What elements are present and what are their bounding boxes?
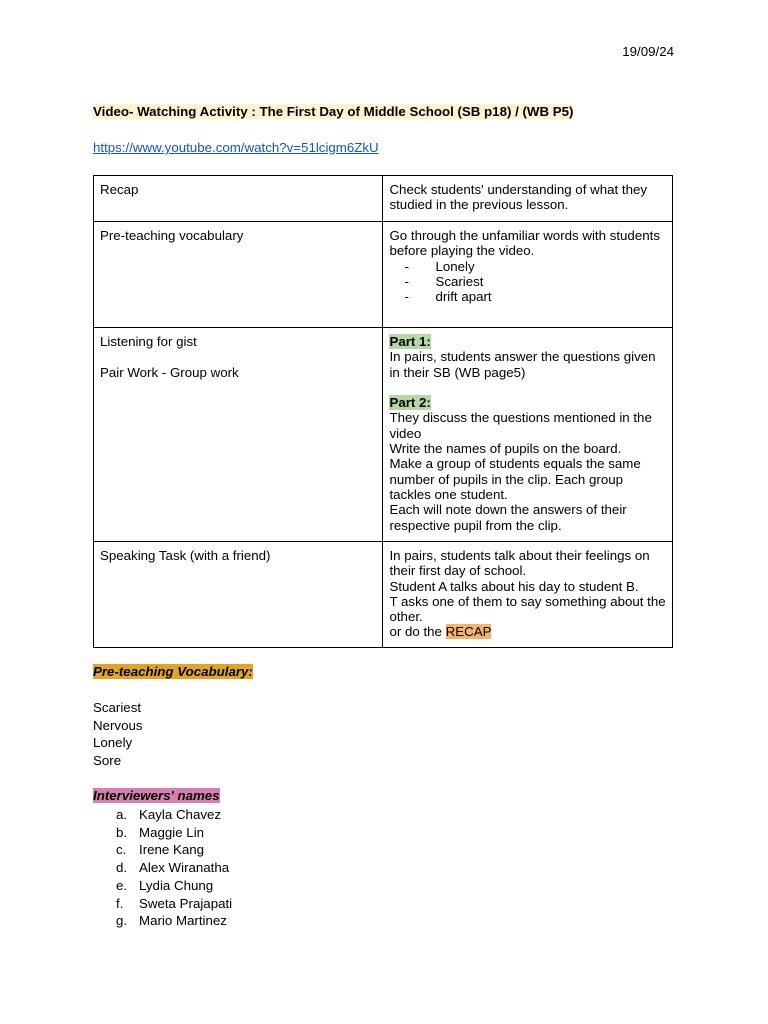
stage-label: Speaking Task (with a friend) bbox=[100, 548, 271, 563]
activity-cell bbox=[383, 328, 673, 542]
page-title-text: Video- Watching Activity : The First Day of Middle School (SB p18) / (WB P5) bbox=[93, 104, 574, 119]
document-date: 19/09/24 bbox=[622, 44, 674, 59]
list-item bbox=[93, 824, 232, 842]
interviewers-heading-text: Interviewers' names bbox=[93, 788, 220, 803]
list-marker: c. bbox=[116, 842, 127, 858]
activity-cell bbox=[383, 176, 673, 222]
activity-text: Write the names of pupils on the board. bbox=[389, 441, 622, 457]
part1-label: Part 1: bbox=[389, 334, 431, 349]
stage-label-secondary: Pair Work - Group work bbox=[100, 364, 239, 380]
interviewers-list bbox=[93, 806, 232, 930]
stage-cell bbox=[94, 176, 383, 222]
list-marker: d. bbox=[116, 860, 128, 876]
vocabulary-heading-text: Pre-teaching Vocabulary: bbox=[93, 664, 253, 679]
lesson-plan-table bbox=[93, 175, 673, 648]
stage-cell bbox=[94, 222, 383, 328]
list-marker: b. bbox=[116, 824, 128, 840]
interviewer-name: Irene Kang bbox=[139, 842, 205, 858]
stage-label: Pre-teaching vocabulary bbox=[100, 228, 244, 243]
list-item: - Scariest bbox=[404, 274, 666, 289]
list-item: Sore bbox=[93, 753, 122, 769]
part2-label: Part 2: bbox=[389, 395, 431, 411]
activity-text: In pairs, students answer the questions given in their SB (WB page5) bbox=[389, 349, 656, 380]
table-row bbox=[94, 176, 673, 222]
list-item: Lonely bbox=[93, 735, 133, 751]
interviewers-heading bbox=[93, 788, 220, 804]
activity-cell bbox=[383, 222, 673, 328]
stage-cell bbox=[94, 328, 383, 542]
vocabulary-dash-list bbox=[389, 259, 666, 305]
interviewer-name: Lydia Chung bbox=[139, 877, 214, 893]
stage-label: Listening for gist bbox=[100, 334, 197, 349]
list-item bbox=[93, 912, 232, 930]
stage-label: Recap bbox=[100, 182, 139, 197]
list-item: Scariest bbox=[93, 700, 142, 715]
interviewer-name: Alex Wiranatha bbox=[139, 860, 230, 876]
list-marker: g. bbox=[116, 913, 128, 929]
video-link[interactable]: https://www.youtube.com/watch?v=51lcigm6ZkU bbox=[93, 140, 379, 155]
activity-text bbox=[389, 624, 666, 639]
list-item: - drift apart bbox=[404, 289, 666, 304]
recap-highlight: RECAP bbox=[445, 624, 492, 640]
list-marker: a. bbox=[116, 807, 128, 822]
activity-text: Make a group of students equals the same number of pupils in the clip. Each group tackles one student. bbox=[389, 456, 641, 502]
list-marker: f. bbox=[116, 895, 124, 911]
activity-text: They discuss the questions mentioned in the video bbox=[389, 410, 652, 441]
activity-text: Go through the unfamiliar words with students before playing the video. bbox=[389, 228, 660, 259]
activity-text: T asks one of them to say something about the other. bbox=[389, 593, 666, 625]
list-item bbox=[93, 877, 232, 895]
activity-text: Each will note down the answers of their respective pupil from the clip. bbox=[389, 502, 627, 533]
list-item: - Lonely bbox=[404, 259, 666, 274]
interviewer-name: Kayla Chavez bbox=[139, 807, 222, 822]
table-row bbox=[94, 542, 673, 648]
list-item bbox=[93, 859, 232, 877]
list-item bbox=[93, 841, 232, 859]
vocabulary-list bbox=[93, 699, 143, 770]
activity-text: Student A talks about his day to student B. bbox=[389, 578, 639, 594]
table-row bbox=[94, 328, 673, 542]
interviewer-name: Mario Martinez bbox=[139, 913, 227, 929]
list-item bbox=[93, 895, 232, 913]
table-row bbox=[94, 222, 673, 328]
list-marker: e. bbox=[116, 877, 128, 893]
list-item: Nervous bbox=[93, 717, 143, 733]
stage-cell bbox=[94, 542, 383, 648]
interviewer-name: Maggie Lin bbox=[139, 824, 205, 840]
activity-text: Check students' understanding of what they studied in the previous lesson. bbox=[389, 182, 648, 213]
list-item bbox=[93, 806, 232, 824]
vocabulary-heading bbox=[93, 664, 253, 680]
page-title bbox=[93, 104, 573, 120]
activity-cell bbox=[383, 542, 673, 648]
activity-text: In pairs, students talk about their feelings on their first day of school. bbox=[389, 548, 650, 579]
interviewer-name: Sweta Prajapati bbox=[139, 895, 233, 911]
recap-prefix: or do the bbox=[389, 624, 446, 640]
